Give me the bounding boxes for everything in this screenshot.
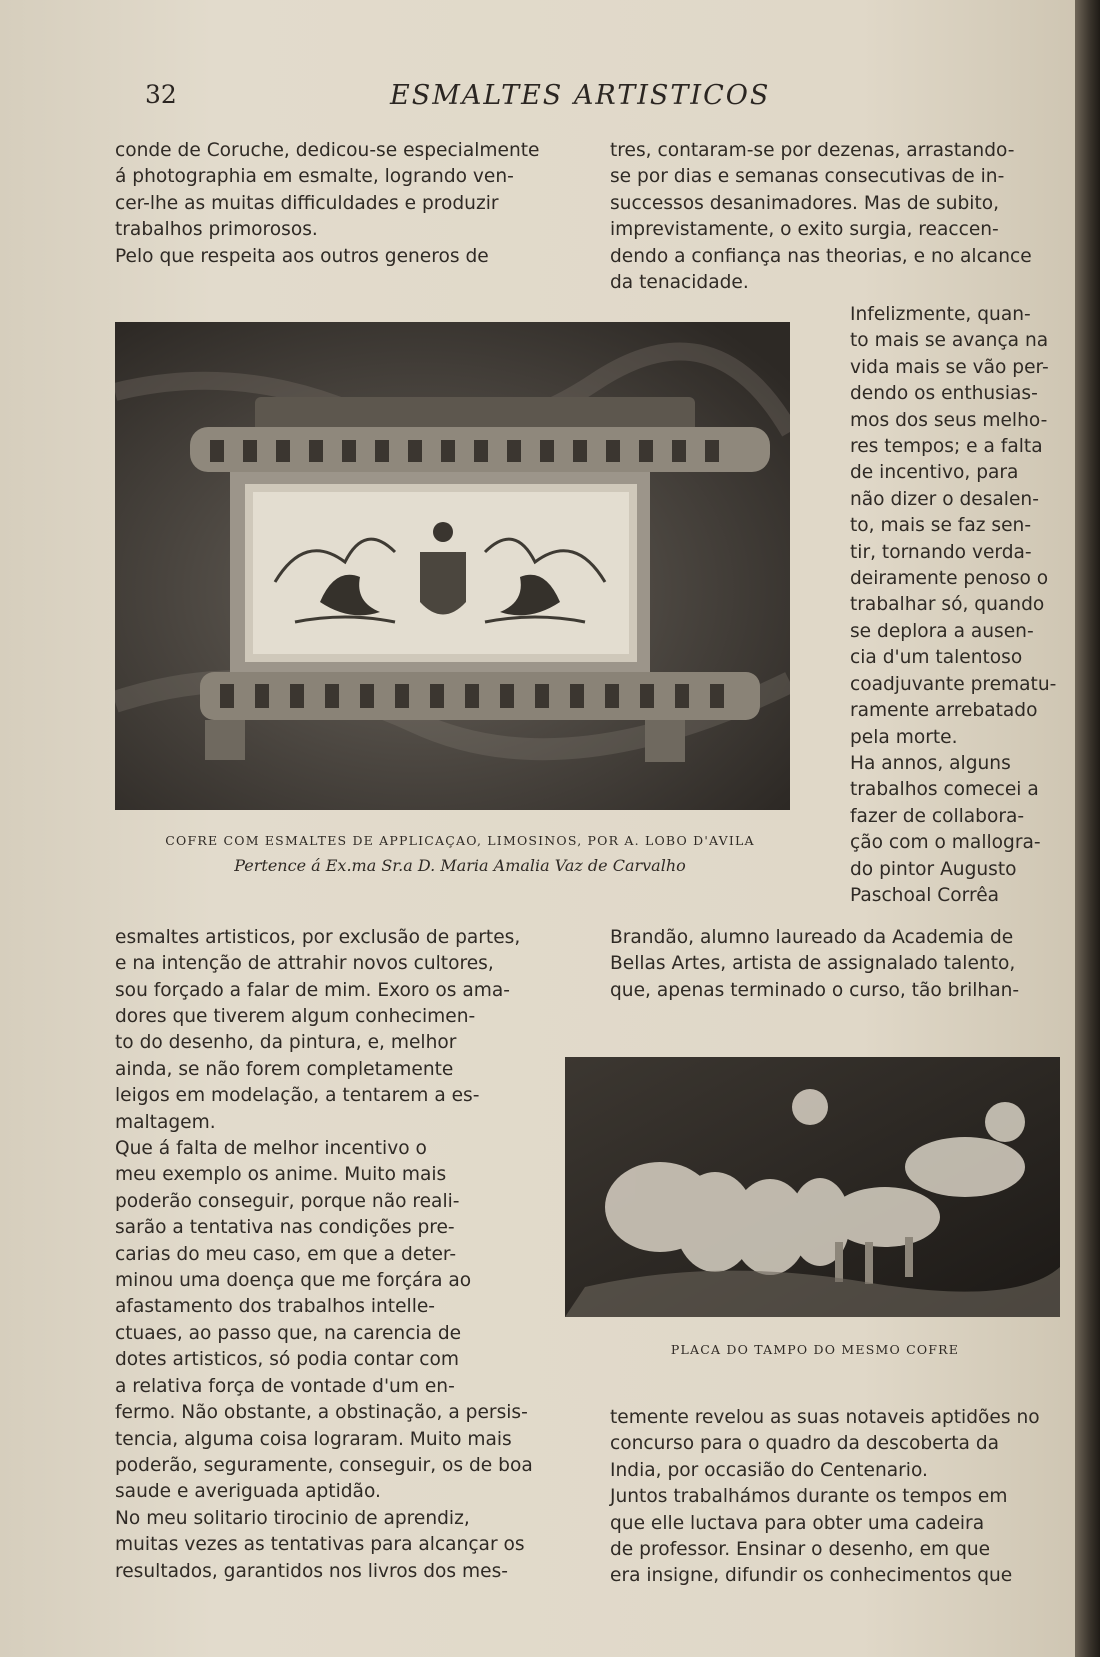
page-number: 32 bbox=[145, 80, 177, 109]
paragraph-right-bottom: temente revelou as suas notaveis aptidões no concurso para o quadro da descoberta da India, por occasião do Centenario. Juntos trabalhámos durante os tempos em que elle luctava para obter uma cadeira de professor. Ensinar o desenho, em que era insigne, difundir os conhecimentos que bbox=[610, 1407, 1040, 1587]
paragraph-left-top: conde de Coruche, dedicou-se especialmente á photographia em esmalte, logrando ven- cer-lhe as muitas difficuldades e produzir trabalhos primorosos. Pelo que respeita aos outros generos de bbox=[115, 140, 540, 267]
cofre-illustration bbox=[115, 322, 790, 810]
paragraph-right-narrow: Infelizmente, quan- to mais se avança na vida mais se vão per- dendo os enthusias- mos dos seus melho- res tempos; e a falta de incentivo, para não dizer o desalen- to, mais se faz sen- tir, tornando verda- deiramente penoso o trabalhar só, quando se deplora a ausen- cia d'um talentoso coadjuvante prematu- ramente arrebatado pela morte. Ha annos, alguns trabalhos comecei a fazer de collabora- ção com o mallogra- do pintor Augusto Paschoal Corrêa bbox=[850, 304, 1057, 906]
placa-illustration bbox=[565, 1057, 1060, 1317]
paragraph-right-top: tres, contaram-se por dezenas, arrastando- se por dias e semanas consecutivas de in- successos desanimadores. Mas de subito, imprevistamente, o exito surgia, reaccen- dendo a confiança nas theorias, e no alcance da tenacidade. bbox=[610, 140, 1032, 294]
paragraph-left-mid: esmaltes artisticos, por exclusão de partes, e na intenção de attrahir novos cultores, sou forçado a falar de mim. Exoro os ama- bbox=[115, 927, 521, 1001]
running-title: ESMALTES ARTISTICOS bbox=[390, 80, 771, 111]
paragraph-left-narrow: dores que tiverem algum conhecimen- to do desenho, da pintura, e, melhor ainda, se não forem completamente leigos em modelação, a tentarem a es- maltagem. Que á falta de melhor incentivo o meu exemplo os anime. Muito mais poderão conseguir, porque não reali- sarão a tentativa nas condições pre- carias do meu caso, em que a deter- minou uma doença que me forçára ao afastamento dos trabalhos intelle- ctuaes, ao passo que, na carencia de dotes artisticos, só podia contar com a relativa força de vontade d'um en- fermo. Não obstante, a obstinação, a persis- tencia, alguma coisa lograram. Muito mais poderão, seguramente, conseguir, os de boa saude e averiguada aptidão. No meu solitario tirocinio de aprendiz, muitas vezes as tentativas para alcançar os resultados, garantidos nos livros dos mes- bbox=[115, 1006, 533, 1582]
placa-photo bbox=[565, 1057, 1060, 1317]
paragraph-right-mid: Brandão, alumno laureado da Academia de Bellas Artes, artista de assignalado talento, que, apenas terminado o curso, tão brilhan- bbox=[610, 927, 1020, 1001]
page-edge-shadow bbox=[1075, 0, 1100, 1657]
cofre-caption: COFRE COM ESMALTES DE APPLICAÇAO, LIMOSINOS, POR A. LOBO D'AVILA bbox=[165, 833, 755, 848]
cofre-subcaption: Pertence á Ex.ma Sr.a D. Maria Amalia Vaz de Carvalho bbox=[234, 856, 686, 875]
cofre-photo bbox=[115, 322, 790, 810]
placa-caption: PLACA DO TAMPO DO MESMO COFRE bbox=[670, 1342, 960, 1357]
page-header bbox=[145, 80, 775, 120]
